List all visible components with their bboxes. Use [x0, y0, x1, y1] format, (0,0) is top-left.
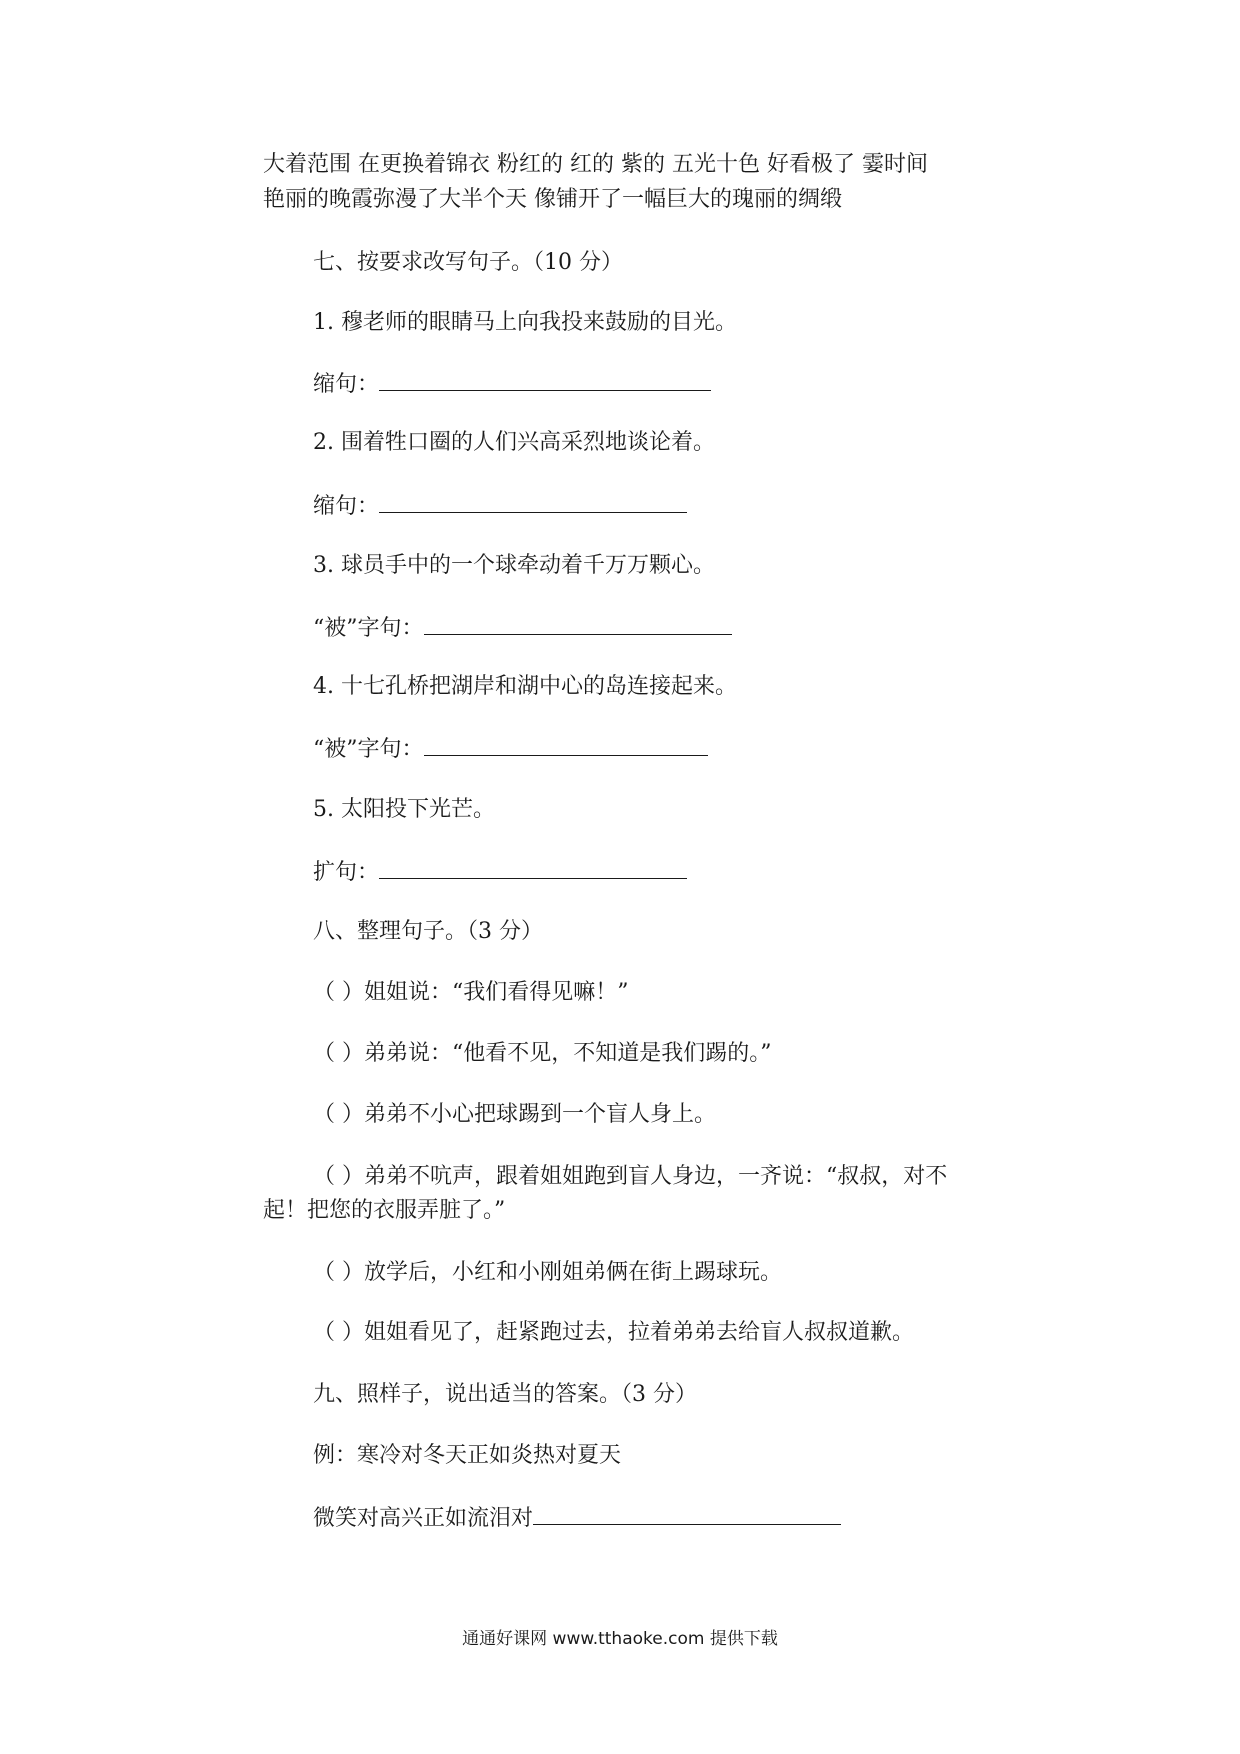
section-7-question-3: 3. 球员手中的一个球牵动着千万万颗心。 — [313, 553, 715, 578]
answer-blank-6[interactable] — [533, 1502, 841, 1525]
section-8-item-5: （ ）放学后，小红和小刚姐弟俩在街上踢球玩。 — [313, 1260, 782, 1285]
section-8-item-6: （ ）姐姐看见了，赶紧跑过去，拉着弟弟去给盲人叔叔道歉。 — [313, 1320, 914, 1345]
section-9-example: 例：寒冷对冬天正如炎热对夏天 — [313, 1443, 622, 1468]
section-8-item-2: （ ）弟弟说：“他看不见，不知道是我们踢的。” — [313, 1041, 772, 1066]
answer-label: 缩句： — [313, 494, 380, 519]
intro-line-1: 大着范围 在更换着锦衣 粉红的 红的 紫的 五光十色 好看极了 霎时间 — [263, 152, 928, 177]
section-7-heading: 七、按要求改写句子。（10 分） — [313, 250, 623, 275]
section-7-answer-1 — [313, 368, 711, 400]
answer-label: “被”字句： — [313, 616, 424, 641]
answer-blank-1[interactable] — [379, 368, 711, 391]
section-8-item-4-continued: 起！把您的衣服弄脏了。” — [263, 1198, 506, 1223]
answer-label: 扩句： — [313, 860, 380, 885]
section-7-question-2: 2. 围着牲口圈的人们兴高采烈地谈论着。 — [313, 430, 715, 455]
section-7-question-1: 1. 穆老师的眼睛马上向我投来鼓励的目光。 — [313, 310, 737, 335]
section-7-answer-4 — [313, 733, 708, 765]
section-7-answer-3 — [313, 612, 732, 644]
section-8-item-3: （ ）弟弟不小心把球踢到一个盲人身上。 — [313, 1102, 716, 1127]
answer-blank-3[interactable] — [424, 612, 732, 635]
question-text: 微笑对高兴正如流泪对 — [313, 1506, 534, 1531]
answer-blank-4[interactable] — [424, 733, 708, 756]
section-7-question-5: 5. 太阳投下光芒。 — [313, 797, 495, 822]
answer-label: “被”字句： — [313, 737, 424, 762]
section-8-item-1: （ ）姐姐说：“我们看得见嘛！” — [313, 980, 629, 1005]
section-7-question-4: 4. 十七孔桥把湖岸和湖中心的岛连接起来。 — [313, 674, 737, 699]
answer-label: 缩句： — [313, 372, 380, 397]
intro-line-2: 艳丽的晚霞弥漫了大半个天 像铺开了一幅巨大的瑰丽的绸缎 — [263, 187, 842, 212]
section-9-heading: 九、照样子，说出适当的答案。（3 分） — [313, 1382, 697, 1407]
answer-blank-2[interactable] — [379, 490, 687, 513]
footer-credit: 通通好课网 www.tthaoke.com 提供下载 — [462, 1629, 778, 1649]
answer-blank-5[interactable] — [379, 856, 687, 879]
section-7-answer-2 — [313, 490, 687, 522]
section-7-answer-5 — [313, 856, 687, 888]
section-8-item-4: （ ）弟弟不吭声，跟着姐姐跑到盲人身边，一齐说：“叔叔，对不 — [313, 1164, 948, 1189]
section-8-heading: 八、整理句子。（3 分） — [313, 919, 543, 944]
section-9-question — [313, 1502, 841, 1534]
